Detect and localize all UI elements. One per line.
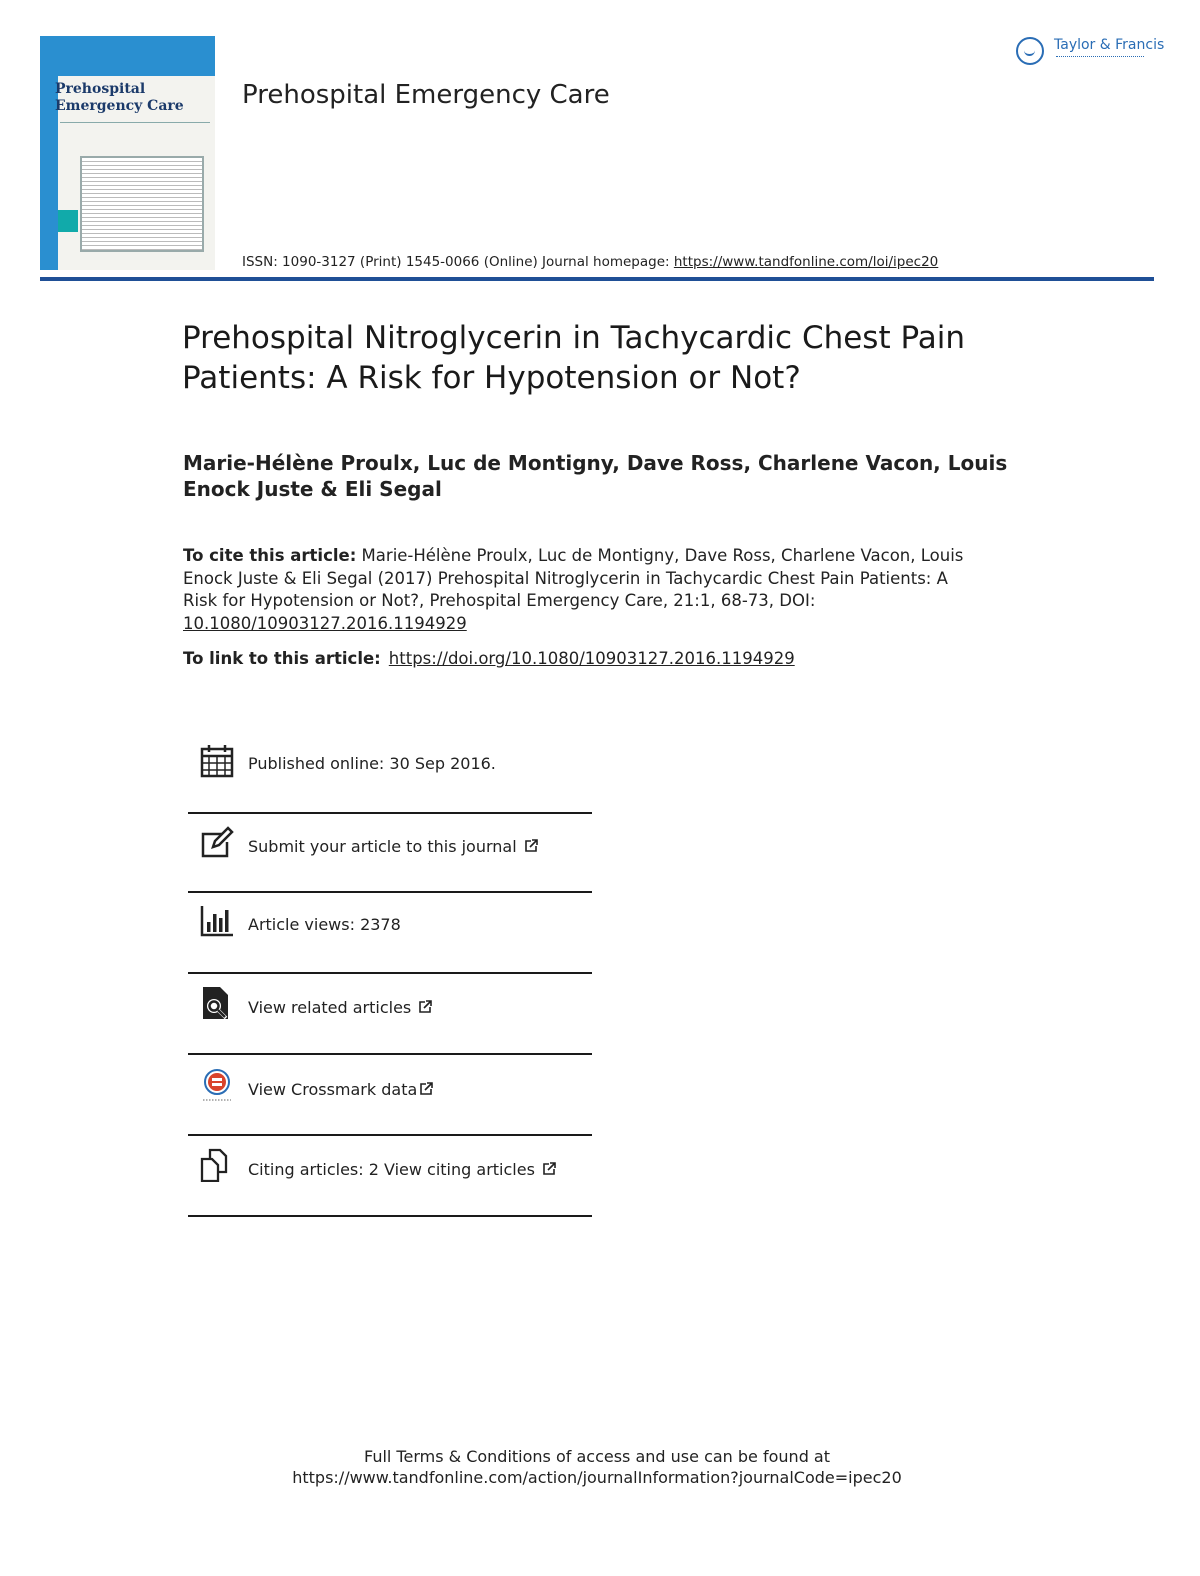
cover-title — [55, 81, 213, 115]
crossmark-icon — [200, 1068, 234, 1102]
cover-title-line1: Prehospital — [55, 81, 146, 97]
cover-title-line2: Emergency Care — [55, 98, 184, 114]
info-divider — [188, 1215, 592, 1217]
citation-text: Marie-Hélène Proulx, Luc de Montigny, Dave Ross, Charlene Vacon, Louis Enock Juste & Eli Segal (2017) Prehospital Nitroglycerin in Tachycardic Chest Pain Patients: A Risk for Hypotension or Not?, Prehospital Emergency Care, 21:1, 68-73, DOI: — [183, 546, 964, 610]
external-link-icon — [524, 839, 538, 853]
footer-line1: Full Terms & Conditions of access and use can be found at — [363, 1447, 831, 1466]
journal-title: Prehospital Emergency Care — [242, 80, 610, 110]
document-search-icon — [200, 986, 234, 1020]
article-link-line — [183, 649, 795, 668]
info-divider — [188, 812, 592, 814]
cover-contents-box — [80, 156, 204, 252]
article-authors: Marie-Hélène Proulx, Luc de Montigny, Dave Ross, Charlene Vacon, Louis Enock Juste & Eli Segal — [183, 451, 1008, 501]
journal-homepage-link[interactable]: https://www.tandfonline.com/loi/ipec20 — [673, 254, 939, 270]
article-title: Prehospital Nitroglycerin in Tachycardic Chest Pain Patients: A Risk for Hypotension or Not? — [182, 320, 966, 396]
calendar-icon — [200, 744, 234, 778]
related-articles-link[interactable] — [248, 998, 432, 1017]
submit-article-label: Submit your article to this journal — [248, 837, 517, 856]
journal-cover-image — [40, 36, 215, 270]
citing-articles-label: Citing articles: 2 View citing articles — [248, 1160, 535, 1179]
submit-article-link[interactable] — [248, 837, 538, 856]
article-doi-url-link[interactable]: https://doi.org/10.1080/10903127.2016.1194929 — [388, 649, 795, 668]
external-link-icon — [418, 1000, 432, 1014]
external-link-icon — [419, 1082, 433, 1096]
footer-terms-link[interactable]: https://www.tandfonline.com/action/journalInformation?journalCode=ipec20 — [292, 1468, 902, 1487]
citing-articles-icon — [200, 1148, 234, 1182]
article-link-label: To link to this article: — [183, 649, 381, 668]
article-views-text: Article views: 2378 — [248, 915, 401, 934]
info-divider — [188, 972, 592, 974]
cover-badge — [58, 210, 78, 232]
info-divider — [188, 1053, 592, 1055]
info-divider — [188, 1134, 592, 1136]
citing-articles-link[interactable] — [248, 1160, 556, 1179]
info-divider — [188, 891, 592, 893]
issn-text: ISSN: 1090-3127 (Print) 1545-0066 (Online) Journal homepage: — [242, 254, 674, 270]
header-rule — [40, 277, 1154, 281]
taylor-francis-logo-icon — [1016, 37, 1044, 65]
citation-label: To cite this article: — [183, 546, 357, 565]
external-link-icon — [542, 1162, 556, 1176]
crossmark-row[interactable] — [188, 1068, 592, 1148]
published-text: Published online: 30 Sep 2016. — [248, 754, 496, 773]
crossmark-label: View Crossmark data — [248, 1080, 418, 1099]
footer-terms — [0, 1446, 1194, 1488]
cover-rule — [60, 122, 210, 123]
edit-icon — [200, 826, 234, 860]
publisher-tagline — [1056, 56, 1144, 59]
issn-line — [242, 254, 938, 270]
citation-block — [183, 545, 983, 635]
citation-doi-link[interactable]: 10.1080/10903127.2016.1194929 — [183, 613, 467, 633]
related-articles-label: View related articles — [248, 998, 412, 1017]
bar-chart-icon — [200, 904, 234, 938]
submit-article-row[interactable] — [188, 826, 592, 906]
publisher-logo-text: Taylor & Francis — [1054, 37, 1165, 53]
crossmark-link[interactable] — [248, 1080, 433, 1099]
